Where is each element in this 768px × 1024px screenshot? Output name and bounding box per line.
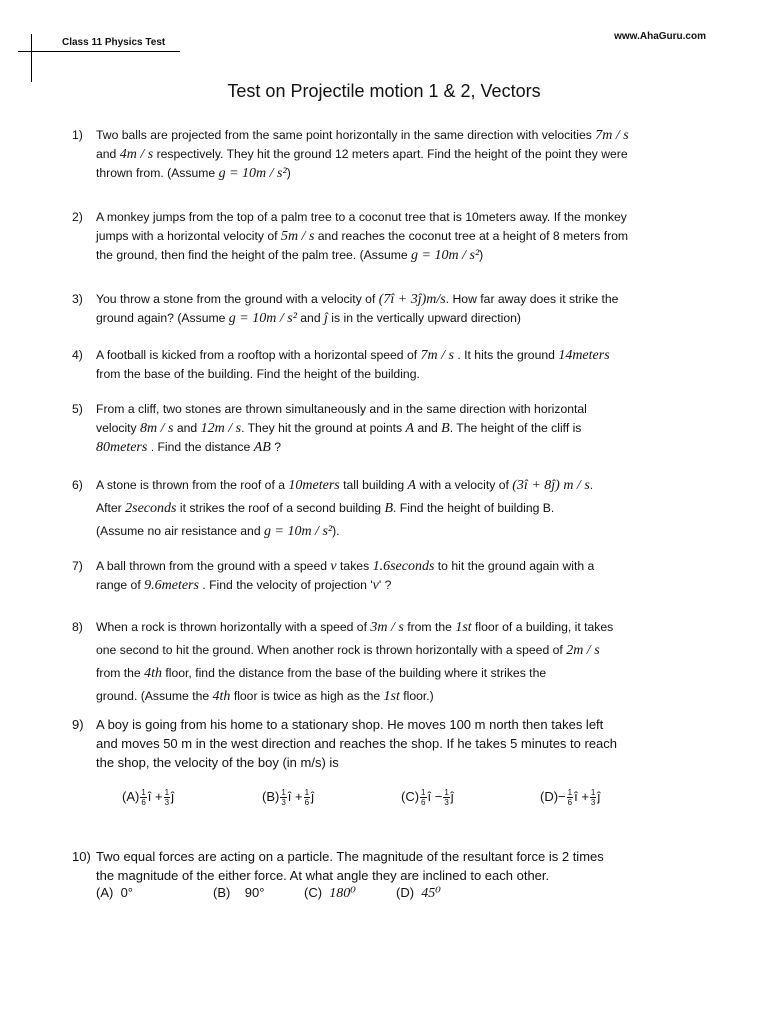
question-number: 7) xyxy=(72,559,83,573)
question-text: from the base of the building. Find the height of the building. xyxy=(96,367,420,381)
math-expression: 8m / s xyxy=(140,421,174,436)
question-9 xyxy=(72,715,692,772)
question-text: Two equal forces are acting on a particle. The magnitude of the resultant force is 2 times xyxy=(96,849,604,864)
question-text: floor.) xyxy=(403,689,434,703)
fraction xyxy=(443,788,449,807)
math-expression: 4m / s xyxy=(119,147,154,162)
question-1 xyxy=(72,126,692,183)
option-label: (C) xyxy=(304,885,323,900)
math-expression: A xyxy=(405,421,415,436)
option-label: (C) xyxy=(401,788,420,804)
math-expression: 4th xyxy=(212,689,231,704)
denominator: 6 xyxy=(304,798,310,807)
math-expression: B xyxy=(384,501,394,516)
option-label: (B) xyxy=(262,788,280,804)
math-expression: B xyxy=(441,421,450,436)
question-number: 10) xyxy=(72,849,91,864)
question-text: A boy is going from his home to a stationary shop. He moves 100 m north then takes left xyxy=(96,717,604,732)
math-expression: ĵ xyxy=(324,311,328,326)
option-label: (A) xyxy=(96,885,114,900)
question-number: 2) xyxy=(72,210,83,224)
option-label: (D) xyxy=(396,885,415,900)
question-text: and reaches the coconut tree at a height of 8 meters from xyxy=(317,229,629,243)
question-number: 8) xyxy=(72,620,83,634)
numerator: 1 xyxy=(590,788,596,797)
option-value: 45⁰ xyxy=(421,886,441,901)
question-6 xyxy=(72,474,692,543)
question-text: . The height of the cliff is xyxy=(449,421,582,435)
question-text: . Find the velocity of projection ' xyxy=(202,578,373,592)
option-d[interactable] xyxy=(396,885,441,902)
math-expression: g = 10m / s² xyxy=(228,311,297,326)
question-text: takes xyxy=(340,559,370,573)
fraction xyxy=(590,788,596,807)
question-text: . It hits the ground xyxy=(457,348,555,362)
question-number: 6) xyxy=(72,478,83,492)
question-text: the ground, then find the height of the palm tree. (Assume xyxy=(96,248,408,262)
math-expression: g = 10m / s² xyxy=(218,166,287,181)
question-text: to hit the ground again with a xyxy=(437,559,595,573)
question-text: and xyxy=(176,421,198,435)
math-expression: 1st xyxy=(383,689,400,704)
question-text: You throw a stone from the ground with a velocity of xyxy=(96,292,376,306)
option-c[interactable] xyxy=(401,788,454,807)
option-label: (A) xyxy=(122,788,140,804)
question-number: 9) xyxy=(72,717,84,732)
question-text: floor is twice as high as the xyxy=(233,689,381,703)
page-title: Test on Projectile motion 1 & 2, Vectors xyxy=(227,81,541,101)
numerator: 1 xyxy=(141,788,146,797)
math-expression: g = 10m / s² xyxy=(411,248,480,263)
option-label: (B) xyxy=(213,885,231,900)
math-expression: 2seconds xyxy=(125,501,177,516)
question-text: Two balls are projected from the same point horizontally in the same direction with velocities xyxy=(96,128,592,142)
question-text: and xyxy=(417,421,438,435)
question-text: After xyxy=(96,501,122,515)
answer-options-10 xyxy=(96,885,696,905)
question-2 xyxy=(72,208,692,265)
question-text: the shop, the velocity of the boy (in m/s) is xyxy=(96,755,339,770)
math-expression: 12m / s xyxy=(200,421,242,436)
numerator: 1 xyxy=(567,788,573,797)
question-number: 1) xyxy=(72,128,83,142)
question-text: A ball thrown from the ground with a speed xyxy=(96,559,328,573)
question-3 xyxy=(72,290,692,328)
fraction xyxy=(420,788,426,807)
question-text: floor of a building, it takes xyxy=(475,620,614,634)
math-expression: 7m / s xyxy=(595,128,629,143)
option-b[interactable] xyxy=(262,788,314,807)
question-text: When a rock is thrown horizontally with a speed of xyxy=(96,620,367,634)
math-expression: 5m / s xyxy=(280,229,315,244)
math-expression: v xyxy=(372,578,379,593)
math-expression: 14meters xyxy=(558,348,610,363)
option-b[interactable] xyxy=(213,885,264,900)
question-text: the magnitude of the either force. At what angle they are inclined to each other. xyxy=(96,868,550,883)
math-expression: 80meters xyxy=(96,440,148,455)
option-a[interactable] xyxy=(122,788,174,807)
fraction xyxy=(280,788,286,807)
question-text: with a velocity of xyxy=(419,478,509,492)
question-number: 5) xyxy=(72,402,83,416)
unit-vector: î + xyxy=(147,788,163,804)
option-d[interactable] xyxy=(540,788,600,807)
question-text: one second to hit the ground. When another rock is thrown horizontally with a speed of xyxy=(96,643,563,657)
question-text: floor, find the distance from the base of the building where it strikes the xyxy=(165,666,547,680)
question-text: . How far away does it strike the xyxy=(445,292,619,306)
unit-vector: ĵ xyxy=(311,788,314,804)
question-text: and xyxy=(300,311,321,325)
option-value: 90° xyxy=(244,885,265,900)
crop-mark-vertical xyxy=(31,34,32,82)
unit-vector: ĵ xyxy=(171,788,174,804)
question-10 xyxy=(72,847,692,885)
question-number: 4) xyxy=(72,348,83,362)
question-5 xyxy=(72,400,692,457)
option-value: 0° xyxy=(120,885,134,900)
math-expression: 4th xyxy=(144,666,162,681)
question-text: tall building xyxy=(343,478,405,492)
denominator: 6 xyxy=(141,798,146,807)
math-expression: 10meters xyxy=(288,478,340,493)
math-expression: v xyxy=(330,559,337,574)
question-text: is in the vertically upward direction) xyxy=(331,311,521,325)
math-expression: 3m / s xyxy=(370,620,404,635)
answer-options-9 xyxy=(96,788,696,812)
denominator: 3 xyxy=(590,798,596,807)
option-c[interactable] xyxy=(304,885,356,902)
option-label: (D) xyxy=(540,788,559,804)
question-text: and moves 50 m in the west direction and reaches the shop. If he takes 5 minutes to reach xyxy=(96,736,618,751)
question-7 xyxy=(72,557,692,595)
math-expression: 7m / s xyxy=(420,348,454,363)
numerator: 1 xyxy=(281,788,286,797)
question-text: A monkey jumps from the top of a palm tree to a coconut tree that is 10meters away. If the monkey xyxy=(96,210,627,224)
denominator: 6 xyxy=(567,798,573,807)
unit-vector: î + xyxy=(574,788,589,804)
fraction xyxy=(567,788,573,807)
math-expression: 1st xyxy=(455,620,472,635)
numerator: 1 xyxy=(164,788,170,797)
question-text: from the xyxy=(407,620,452,634)
question-text: . Find the distance xyxy=(150,440,251,454)
question-text: velocity xyxy=(96,421,137,435)
denominator: 3 xyxy=(164,798,170,807)
denominator: 6 xyxy=(421,798,426,807)
question-text: range of xyxy=(96,578,141,592)
sign: − xyxy=(558,788,566,804)
question-text: thrown from. (Assume xyxy=(96,166,216,180)
denominator: 3 xyxy=(281,798,286,807)
question-text: . xyxy=(589,478,594,492)
question-text: ) xyxy=(479,248,484,262)
math-expression: 1.6seconds xyxy=(372,559,435,574)
question-text: respectively. They hit the ground 12 meters apart. Find the height of the point they were xyxy=(156,147,628,161)
math-expression: 9.6meters xyxy=(144,578,199,593)
header-test-name: Class 11 Physics Test xyxy=(62,37,166,48)
math-expression: g = 10m / s² xyxy=(264,524,333,539)
fraction xyxy=(164,788,170,807)
question-text: and xyxy=(96,147,117,161)
question-text: ) xyxy=(286,166,291,180)
question-text: ground. (Assume the xyxy=(96,689,210,703)
unit-vector: ĵ xyxy=(450,788,454,804)
denominator: 3 xyxy=(444,798,449,807)
math-expression: A xyxy=(407,478,417,493)
question-text: ' ? xyxy=(378,578,392,592)
question-text: . They hit the ground at points xyxy=(241,421,403,435)
question-text: ? xyxy=(274,440,281,454)
question-number: 3) xyxy=(72,292,83,306)
numerator: 1 xyxy=(421,788,426,797)
question-text: from the xyxy=(96,666,141,680)
math-expression: 2m / s xyxy=(566,643,600,658)
math-expression: (7î + 3ĵ)m/s xyxy=(378,292,446,307)
question-text: it strikes the roof of a second building xyxy=(179,501,382,515)
numerator: 1 xyxy=(304,788,310,797)
header-rule xyxy=(32,51,180,52)
question-text: A football is kicked from a rooftop with a horizontal speed of xyxy=(96,348,418,362)
unit-vector: î − xyxy=(427,788,443,804)
question-4 xyxy=(72,346,692,384)
question-text: From a cliff, two stones are thrown simultaneously and in the same direction with horizontal xyxy=(96,402,587,416)
option-a[interactable] xyxy=(96,885,133,900)
fraction xyxy=(140,788,146,807)
unit-vector: ĵ xyxy=(597,788,601,804)
question-text: ). xyxy=(332,524,340,538)
math-expression: (3î + 8ĵ) m / s xyxy=(512,478,590,493)
question-text: A stone is thrown from the roof of a xyxy=(96,478,286,492)
question-text: ground again? (Assume xyxy=(96,311,226,325)
fraction xyxy=(304,788,310,807)
unit-vector: î + xyxy=(287,788,303,804)
question-text: (Assume no air resistance and xyxy=(96,524,261,538)
question-text: . Find the height of building B. xyxy=(393,501,555,515)
question-text: jumps with a horizontal velocity of xyxy=(96,229,278,243)
numerator: 1 xyxy=(444,788,449,797)
question-8 xyxy=(72,616,692,708)
header-website: www.AhaGuru.com xyxy=(614,31,706,42)
math-expression: AB xyxy=(253,440,271,455)
option-value: 180⁰ xyxy=(329,886,356,901)
